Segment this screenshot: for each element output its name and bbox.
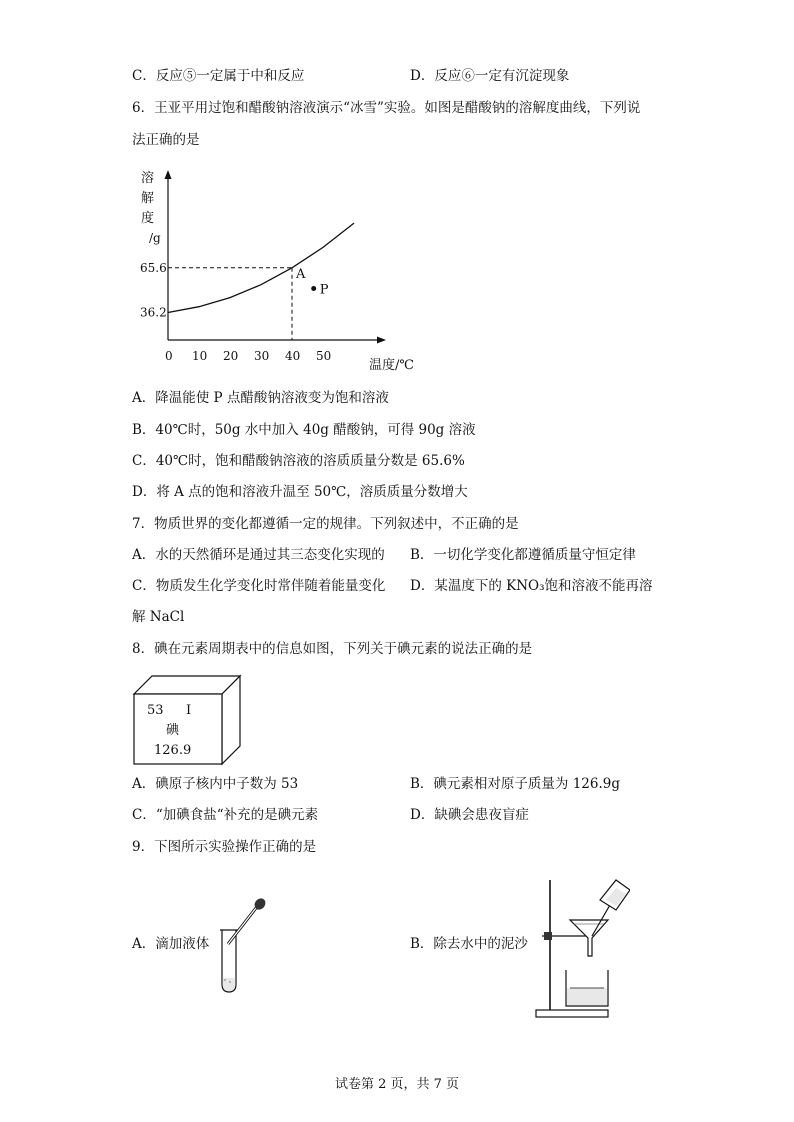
- filtration-apparatus-figure: [530, 872, 630, 1022]
- element-name: 碘: [166, 723, 180, 738]
- stand-base: [536, 1010, 608, 1017]
- point-a-label: A: [296, 266, 306, 282]
- point-p-marker: [311, 286, 316, 291]
- solubility-chart: [128, 162, 428, 382]
- x-tick-label: 30: [254, 349, 270, 363]
- y-axis-label: [141, 170, 161, 245]
- q7-option-d: D．某温度下的 KNO₃饱和溶液不能再溶: [410, 578, 653, 594]
- x-axis-label: 温度/℃: [369, 358, 414, 373]
- q9-option-b: B．除去水中的泥沙: [410, 936, 528, 952]
- q6-option-c: C．40℃时，饱和醋酸钠溶液的溶质质量分数是 65.6%: [132, 453, 465, 469]
- y-axis-label-char: /g: [149, 231, 161, 245]
- y-axis-label-char: 解: [141, 191, 155, 206]
- x-tick-label: 20: [223, 349, 239, 363]
- x-axis-arrow: [377, 337, 386, 344]
- iodine-element-card: [130, 672, 242, 768]
- x-tick-label: 0: [165, 349, 173, 363]
- q7-stem: 7．物质世界的变化都遵循一定的规律。下列叙述中，不正确的是: [132, 516, 519, 532]
- q9-option-a: A．滴加液体: [132, 936, 210, 952]
- q8-option-d: D．缺碘会患夜盲症: [410, 807, 529, 823]
- q8-option-c: C．“加碘食盐“补充的是碘元素: [132, 807, 319, 823]
- q6-stem-line2: 法正确的是: [132, 132, 200, 148]
- q5-option-c: C．反应⑤一定属于中和反应: [132, 68, 305, 84]
- funnel: [570, 920, 608, 956]
- q8-stem: 8．碘在元素周期表中的信息如图，下列关于碘元素的说法正确的是: [132, 641, 533, 657]
- q7-option-a: A．水的天然循环是通过其三态变化实现的: [132, 547, 385, 563]
- x-tick-label: 40: [285, 349, 301, 363]
- x-tick-label: 10: [192, 349, 208, 363]
- point-p-label: P: [319, 282, 329, 298]
- page-footer: 试卷第 2 页，共 7 页: [334, 1077, 460, 1092]
- y-tick-label: 65.6: [140, 260, 167, 275]
- q9-stem: 9．下图所示实验操作正确的是: [132, 839, 317, 855]
- q6-stem-line1: 6．王亚平用过饱和醋酸钠溶液演示“冰雪”实验。如图是醋酸钠的溶解度曲线，下列说: [132, 100, 641, 116]
- q6-option-d: D．将 A 点的饱和溶液升温至 50℃，溶质质量分数增大: [132, 484, 468, 500]
- q7-option-d-continued: 解 NaCl: [132, 609, 185, 625]
- q8-option-a: A．碘原子核内中子数为 53: [132, 776, 299, 792]
- q7-option-c: C．物质发生化学变化时常伴随着能量变化: [132, 578, 386, 594]
- x-tick-label: 50: [316, 349, 332, 363]
- q5-option-d: D．反应⑥一定有沉淀现象: [410, 68, 570, 84]
- q7-option-b: B．一切化学变化都遵循质量守恒定律: [410, 547, 636, 563]
- element-symbol: I: [186, 703, 192, 718]
- y-tick-label: 36.2: [140, 305, 167, 320]
- atomic-number: 53: [147, 703, 164, 718]
- atomic-mass: 126.9: [154, 743, 192, 758]
- dropper-test-tube-figure: [210, 896, 270, 996]
- y-axis-label-char: 溶: [141, 171, 155, 186]
- q6-option-b: B．40℃时，50g 水中加入 40g 醋酸钠，可得 90g 溶液: [132, 422, 476, 438]
- q8-option-b: B．碘元素相对原子质量为 126.9g: [410, 776, 621, 792]
- q6-option-a: A．降温能使 P 点醋酸钠溶液变为饱和溶液: [132, 390, 389, 406]
- y-axis-arrow: [165, 170, 172, 179]
- y-axis-label-char: 度: [141, 211, 155, 226]
